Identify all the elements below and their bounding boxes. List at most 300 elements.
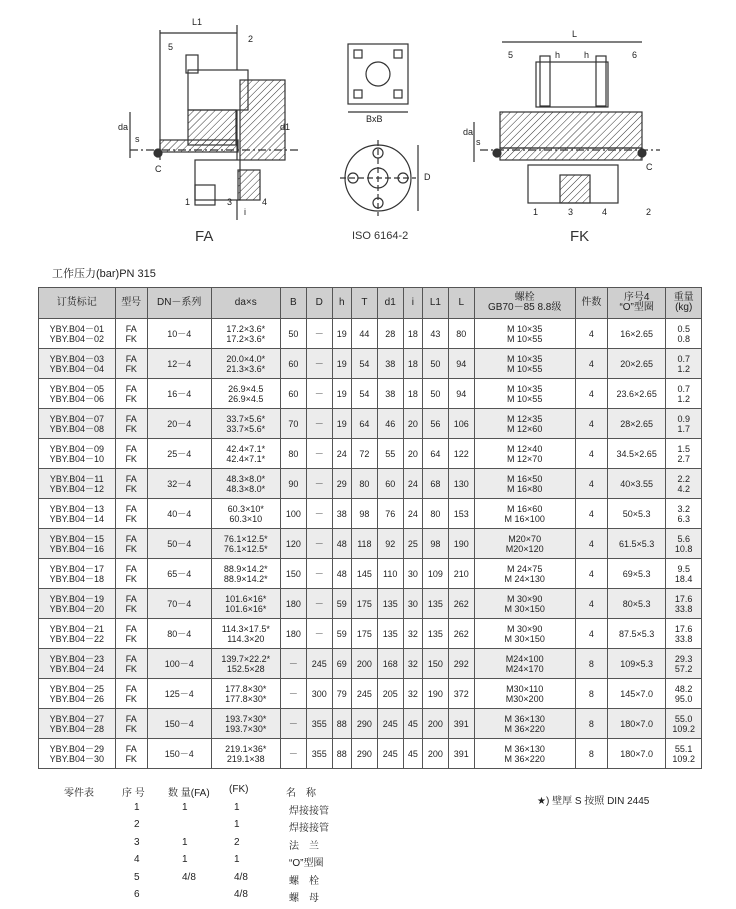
table-cell: 4 xyxy=(575,439,607,469)
table-cell: 40×3.55 xyxy=(607,469,665,499)
table-cell: 25 xyxy=(403,529,422,559)
table-cell xyxy=(666,379,702,409)
table-cell: 68 xyxy=(423,469,449,499)
table-cell: 372 xyxy=(448,679,474,709)
cell-line: M 30×150 xyxy=(504,633,545,644)
table-row xyxy=(39,529,702,559)
table-cell: 50×5.3 xyxy=(607,499,665,529)
table-cell: 135 xyxy=(377,619,403,649)
cell-line: 55.1 xyxy=(674,743,693,754)
table-row xyxy=(39,739,702,769)
fk-label-h1: h xyxy=(555,50,561,60)
table-cell: 80 xyxy=(448,319,474,349)
table-cell xyxy=(474,589,575,619)
table-cell xyxy=(211,349,280,379)
table-cell xyxy=(115,379,147,409)
cell-line: M 16×80 xyxy=(507,483,543,494)
parts-fk: 4/8 xyxy=(234,889,248,900)
parts-col-name: 名 称 xyxy=(286,788,316,799)
table-cell: 292 xyxy=(448,649,474,679)
cell-line: YBY.B04－30 xyxy=(49,753,104,764)
table-cell: 69 xyxy=(332,649,351,679)
cell-line: YBY.B04－26 xyxy=(49,693,104,704)
table-cell xyxy=(474,469,575,499)
table-cell: 109×5.3 xyxy=(607,649,665,679)
table-cell: 24 xyxy=(403,499,422,529)
cell-line: YBY.B04－07 xyxy=(49,413,104,424)
table-cell: － xyxy=(280,679,306,709)
table-cell xyxy=(474,319,575,349)
col-header: DN－系列 xyxy=(147,288,211,319)
table-cell: － xyxy=(280,709,306,739)
cell-line: FA xyxy=(125,683,137,694)
cell-line: 57.2 xyxy=(674,663,693,674)
cell-line: YBY.B04－06 xyxy=(49,393,104,404)
cell-line: 2.2 xyxy=(677,473,690,484)
cell-line: FK xyxy=(125,693,137,704)
cell-line: 95.0 xyxy=(674,693,693,704)
cell-line: YBY.B04－04 xyxy=(49,363,104,374)
table-cell xyxy=(115,319,147,349)
cell-line: 33.8 xyxy=(674,603,693,614)
cell-line: 17.6 xyxy=(674,623,693,634)
table-cell: － xyxy=(306,499,332,529)
cell-line: FK xyxy=(125,603,137,614)
table-cell xyxy=(211,529,280,559)
table-cell xyxy=(39,559,116,589)
cell-line: FK xyxy=(125,513,137,524)
table-cell: 150－4 xyxy=(147,709,211,739)
parts-no: 4 xyxy=(134,854,140,865)
cell-line: 0.7 xyxy=(677,383,690,394)
cell-line: YBY.B04－23 xyxy=(49,653,104,664)
table-cell: 145 xyxy=(351,559,377,589)
table-cell xyxy=(115,739,147,769)
parts-fa: 1 xyxy=(182,854,188,865)
footnote: ★) 壁厚 S 按照 DIN 2445 xyxy=(537,796,650,807)
table-row xyxy=(39,499,702,529)
fk-drawing xyxy=(474,42,660,203)
col-header: L xyxy=(448,288,474,319)
table-cell: 18 xyxy=(403,349,422,379)
table-cell: 110 xyxy=(377,559,403,589)
table-cell: 4 xyxy=(575,379,607,409)
table-cell: 8 xyxy=(575,739,607,769)
table-cell: 150 xyxy=(423,649,449,679)
cell-line: M24×170 xyxy=(505,663,544,674)
fa-label-c: C xyxy=(155,164,162,174)
table-cell: 30 xyxy=(403,589,422,619)
table-cell: 200 xyxy=(423,739,449,769)
table-cell: 20 xyxy=(403,439,422,469)
parts-fk: 1 xyxy=(234,854,240,865)
cell-line: YBY.B04－13 xyxy=(49,503,104,514)
table-cell xyxy=(39,739,116,769)
table-cell: 4 xyxy=(575,319,607,349)
table-cell xyxy=(39,709,116,739)
cell-line: YBY.B04－10 xyxy=(49,453,104,464)
cell-line: FK xyxy=(125,723,137,734)
cell-line: YBY.B04－29 xyxy=(49,743,104,754)
fk-label-2: 2 xyxy=(646,207,652,217)
cell-line: 17.2×3.6* xyxy=(226,323,266,334)
table-cell: － xyxy=(306,349,332,379)
parts-name: 焊接接管 xyxy=(289,805,329,817)
table-cell xyxy=(211,439,280,469)
fk-label-6: 6 xyxy=(632,50,638,60)
parts-fa: 1 xyxy=(182,836,188,848)
iso-caption: ISO 6164-2 xyxy=(352,230,409,242)
cell-line: 219.1×38 xyxy=(226,753,265,764)
col-header: 型号 xyxy=(115,288,147,319)
cell-line: 4.2 xyxy=(677,483,690,494)
table-cell: 38 xyxy=(377,349,403,379)
parts-fa: 4/8 xyxy=(182,871,196,883)
table-cell: 290 xyxy=(351,709,377,739)
fk-label-1: 1 xyxy=(533,207,539,217)
cell-line: FK xyxy=(125,663,137,674)
table-cell: 4 xyxy=(575,589,607,619)
table-cell xyxy=(666,619,702,649)
cell-line: 177.8×30* xyxy=(225,693,267,704)
table-cell: 245 xyxy=(351,679,377,709)
table-cell xyxy=(115,619,147,649)
cell-line: 5.6 xyxy=(677,533,690,544)
table-cell xyxy=(115,529,147,559)
col-header: 件数 xyxy=(575,288,607,319)
table-cell: 245 xyxy=(306,649,332,679)
table-cell xyxy=(39,649,116,679)
cell-line: 1.2 xyxy=(677,393,690,404)
table-cell: 80 xyxy=(280,439,306,469)
table-cell: 8 xyxy=(575,679,607,709)
cell-line: 114.3×17.5* xyxy=(221,623,270,634)
parts-no: 6 xyxy=(134,889,140,900)
cell-line: 33.7×5.6* xyxy=(226,423,266,434)
cell-line: 48.3×8.0* xyxy=(226,483,266,494)
table-cell xyxy=(211,409,280,439)
cell-line: 109.2 xyxy=(672,723,695,734)
table-cell xyxy=(211,559,280,589)
table-cell: 245 xyxy=(377,739,403,769)
cell-line: M 16×60 xyxy=(507,503,543,514)
table-cell: 61.5×5.3 xyxy=(607,529,665,559)
cell-line: M 12×40 xyxy=(507,443,543,454)
table-cell: 8 xyxy=(575,649,607,679)
cell-line: 88.9×14.2* xyxy=(223,573,268,584)
col-header: 订货标记 xyxy=(39,288,116,319)
cell-line: YBY.B04－20 xyxy=(49,603,104,614)
table-cell: 12－4 xyxy=(147,349,211,379)
fa-label-s: s xyxy=(135,134,140,144)
header-row xyxy=(39,288,702,319)
table-cell: 79 xyxy=(332,679,351,709)
table-cell: 168 xyxy=(377,649,403,679)
cell-line: YBY.B04－17 xyxy=(49,563,104,574)
table-cell: 48 xyxy=(332,529,351,559)
table-cell: 180 xyxy=(280,619,306,649)
table-cell: 23.6×2.65 xyxy=(607,379,665,409)
fa-label-4: 4 xyxy=(262,197,268,207)
table-cell: 200 xyxy=(423,709,449,739)
parts-no: 5 xyxy=(134,871,140,883)
table-cell: 59 xyxy=(332,589,351,619)
table-cell: － xyxy=(306,469,332,499)
table-cell: 69×5.3 xyxy=(607,559,665,589)
table-cell xyxy=(115,469,147,499)
cell-line: YBY.B04－03 xyxy=(49,353,104,364)
table-cell: 391 xyxy=(448,709,474,739)
cell-line: 6.3 xyxy=(677,513,690,524)
table-cell: 98 xyxy=(423,529,449,559)
table-cell xyxy=(211,739,280,769)
table-cell: 210 xyxy=(448,559,474,589)
table-cell: 24 xyxy=(403,469,422,499)
parts-fk: 1 xyxy=(234,801,240,813)
table-cell xyxy=(211,469,280,499)
col-header: 序号4 “O”型圈 xyxy=(607,288,665,319)
table-cell: 19 xyxy=(332,319,351,349)
cell-line: 29.3 xyxy=(674,653,693,664)
col-header: B xyxy=(280,288,306,319)
spec-table xyxy=(38,287,702,769)
table-cell: 153 xyxy=(448,499,474,529)
cell-line: 10.8 xyxy=(674,543,693,554)
table-cell: － xyxy=(306,559,332,589)
table-cell: 54 xyxy=(351,349,377,379)
table-cell: 391 xyxy=(448,739,474,769)
table-cell: 122 xyxy=(448,439,474,469)
cell-line: YBY.B04－08 xyxy=(49,423,104,434)
fk-label-3: 3 xyxy=(568,207,574,217)
table-cell: 175 xyxy=(351,619,377,649)
parts-name: “O”型圈 xyxy=(289,858,324,869)
table-row xyxy=(39,709,702,739)
cell-line: 88.9×14.2* xyxy=(223,563,268,574)
pressure-label: 工作压力(bar)PN 315 xyxy=(52,268,156,280)
cell-line: YBY.B04－01 xyxy=(49,323,104,334)
cell-line: M 36×220 xyxy=(504,753,545,764)
table-cell: 94 xyxy=(448,349,474,379)
cell-line: 20.0×4.0* xyxy=(226,353,266,364)
cell-line: 17.2×3.6* xyxy=(226,333,266,344)
table-cell: 60 xyxy=(377,469,403,499)
table-cell: 29 xyxy=(332,469,351,499)
table-cell: 92 xyxy=(377,529,403,559)
table-cell: 48 xyxy=(332,559,351,589)
table-cell xyxy=(39,439,116,469)
table-cell xyxy=(474,739,575,769)
parts-fk: 4/8 xyxy=(234,871,248,883)
fa-label-da: da xyxy=(118,122,129,132)
table-cell xyxy=(474,439,575,469)
cell-line: FA xyxy=(125,353,137,364)
cell-line: FA xyxy=(125,653,137,664)
cell-line: FA xyxy=(125,593,137,604)
table-cell xyxy=(39,409,116,439)
table-cell: 72 xyxy=(351,439,377,469)
table-cell xyxy=(474,349,575,379)
cell-line: M 24×75 xyxy=(507,563,543,574)
table-cell xyxy=(39,619,116,649)
cell-line: 26.9×4.5 xyxy=(228,393,264,404)
table-cell xyxy=(39,589,116,619)
table-cell: 88 xyxy=(332,709,351,739)
table-cell xyxy=(115,559,147,589)
table-cell: － xyxy=(306,319,332,349)
parts-fk: 1 xyxy=(234,819,240,830)
cell-line: 3.2 xyxy=(677,503,690,514)
table-cell xyxy=(39,319,116,349)
table-cell xyxy=(211,679,280,709)
table-cell: 20 xyxy=(403,409,422,439)
parts-name: 法 兰 xyxy=(289,840,319,852)
table-cell: 24 xyxy=(332,439,351,469)
table-cell: 4 xyxy=(575,499,607,529)
table-cell: 4 xyxy=(575,349,607,379)
parts-title: 零件表 xyxy=(64,788,94,799)
table-cell: 59 xyxy=(332,619,351,649)
cell-line: 152.5×28 xyxy=(226,663,265,674)
table-cell xyxy=(666,469,702,499)
table-cell: 8 xyxy=(575,709,607,739)
technical-drawings xyxy=(0,0,736,255)
table-cell: 20－4 xyxy=(147,409,211,439)
table-cell: 30 xyxy=(403,559,422,589)
table-cell: 64 xyxy=(423,439,449,469)
table-cell xyxy=(115,439,147,469)
table-cell: 90 xyxy=(280,469,306,499)
table-cell xyxy=(666,739,702,769)
table-cell: － xyxy=(306,529,332,559)
table-cell xyxy=(115,709,147,739)
table-cell xyxy=(666,709,702,739)
cell-line: YBY.B04－21 xyxy=(49,623,104,634)
table-cell: 65－4 xyxy=(147,559,211,589)
table-cell: 32 xyxy=(403,619,422,649)
table-cell: 18 xyxy=(403,379,422,409)
cell-line: M 36×220 xyxy=(504,723,545,734)
table-cell xyxy=(666,529,702,559)
cell-line: 101.6×16* xyxy=(225,593,267,604)
cell-line: 48.3×8.0* xyxy=(226,473,266,484)
cell-line: YBY.B04－12 xyxy=(49,483,104,494)
cell-line: 26.9×4.5 xyxy=(228,383,264,394)
table-cell: － xyxy=(306,589,332,619)
table-cell xyxy=(474,649,575,679)
cell-line: FK xyxy=(125,393,137,404)
table-cell xyxy=(666,319,702,349)
table-cell: 200 xyxy=(351,649,377,679)
table-cell: － xyxy=(306,409,332,439)
cell-line: FA xyxy=(125,713,137,724)
table-cell: 4 xyxy=(575,529,607,559)
fa-label-1: 1 xyxy=(185,197,191,207)
table-cell xyxy=(666,409,702,439)
table-cell: 100 xyxy=(280,499,306,529)
table-cell xyxy=(211,319,280,349)
table-cell: 80 xyxy=(351,469,377,499)
cell-line: 60.3×10 xyxy=(229,513,263,524)
cell-line: YBY.B04－15 xyxy=(49,533,104,544)
table-cell: 150 xyxy=(280,559,306,589)
col-header: 重量 (kg) xyxy=(666,288,702,319)
parts-name: 螺 栓 xyxy=(289,875,319,887)
table-cell: 87.5×5.3 xyxy=(607,619,665,649)
cell-line: 18.4 xyxy=(674,573,693,584)
parts-name: 焊接接管 xyxy=(289,823,329,834)
table-cell: － xyxy=(280,649,306,679)
col-header: 螺栓 GB70－85 8.8级 xyxy=(474,288,575,319)
table-cell: － xyxy=(306,619,332,649)
cell-line: M 30×90 xyxy=(507,623,543,634)
cell-line: YBY.B04－11 xyxy=(49,473,104,484)
table-cell: 60 xyxy=(280,349,306,379)
fa-label-5: 5 xyxy=(168,42,174,52)
table-cell xyxy=(474,409,575,439)
table-cell: 98 xyxy=(351,499,377,529)
table-cell: 25－4 xyxy=(147,439,211,469)
parts-fa: 1 xyxy=(182,801,188,813)
cell-line: 33.7×5.6* xyxy=(226,413,266,424)
iso-label-d: D xyxy=(424,172,431,182)
cell-line: 114.3×20 xyxy=(227,633,265,644)
cell-line: FA xyxy=(125,533,137,544)
table-cell xyxy=(474,529,575,559)
table-cell: 28×2.65 xyxy=(607,409,665,439)
cell-line: YBY.B04－18 xyxy=(49,573,104,584)
cell-line: YBY.B04－14 xyxy=(49,513,104,524)
table-cell xyxy=(666,559,702,589)
table-cell xyxy=(666,589,702,619)
cell-line: M 16×50 xyxy=(507,473,543,484)
table-cell: 205 xyxy=(377,679,403,709)
table-cell: 43 xyxy=(423,319,449,349)
cell-line: FA xyxy=(125,743,137,754)
cell-line: M24×100 xyxy=(505,653,544,664)
cell-line: YBY.B04－16 xyxy=(49,543,104,554)
table-cell: 94 xyxy=(448,379,474,409)
table-cell: 45 xyxy=(403,739,422,769)
table-cell: 130 xyxy=(448,469,474,499)
fk-label-da: da xyxy=(463,127,474,137)
table-cell: 4 xyxy=(575,619,607,649)
cell-line: 101.6×16* xyxy=(225,603,267,614)
fk-label-c: C xyxy=(646,162,653,172)
cell-line: 139.7×22.2* xyxy=(221,653,271,664)
table-cell: 109 xyxy=(423,559,449,589)
table-cell: 135 xyxy=(377,589,403,619)
table-cell xyxy=(666,499,702,529)
cell-line: 0.7 xyxy=(677,353,690,364)
table-cell: 40－4 xyxy=(147,499,211,529)
table-cell xyxy=(115,409,147,439)
table-cell: 150－4 xyxy=(147,739,211,769)
cell-line: YBY.B04－27 xyxy=(49,713,104,724)
table-cell: 28 xyxy=(377,319,403,349)
fa-label-2: 2 xyxy=(248,34,254,44)
table-cell: 32 xyxy=(403,679,422,709)
table-cell: 46 xyxy=(377,409,403,439)
table-cell: 50 xyxy=(423,349,449,379)
cell-line: M 36×130 xyxy=(504,713,545,724)
table-cell: 118 xyxy=(351,529,377,559)
col-header: T xyxy=(351,288,377,319)
table-cell: 262 xyxy=(448,589,474,619)
cell-line: 1.2 xyxy=(677,363,690,374)
table-cell: － xyxy=(280,739,306,769)
table-cell xyxy=(211,709,280,739)
